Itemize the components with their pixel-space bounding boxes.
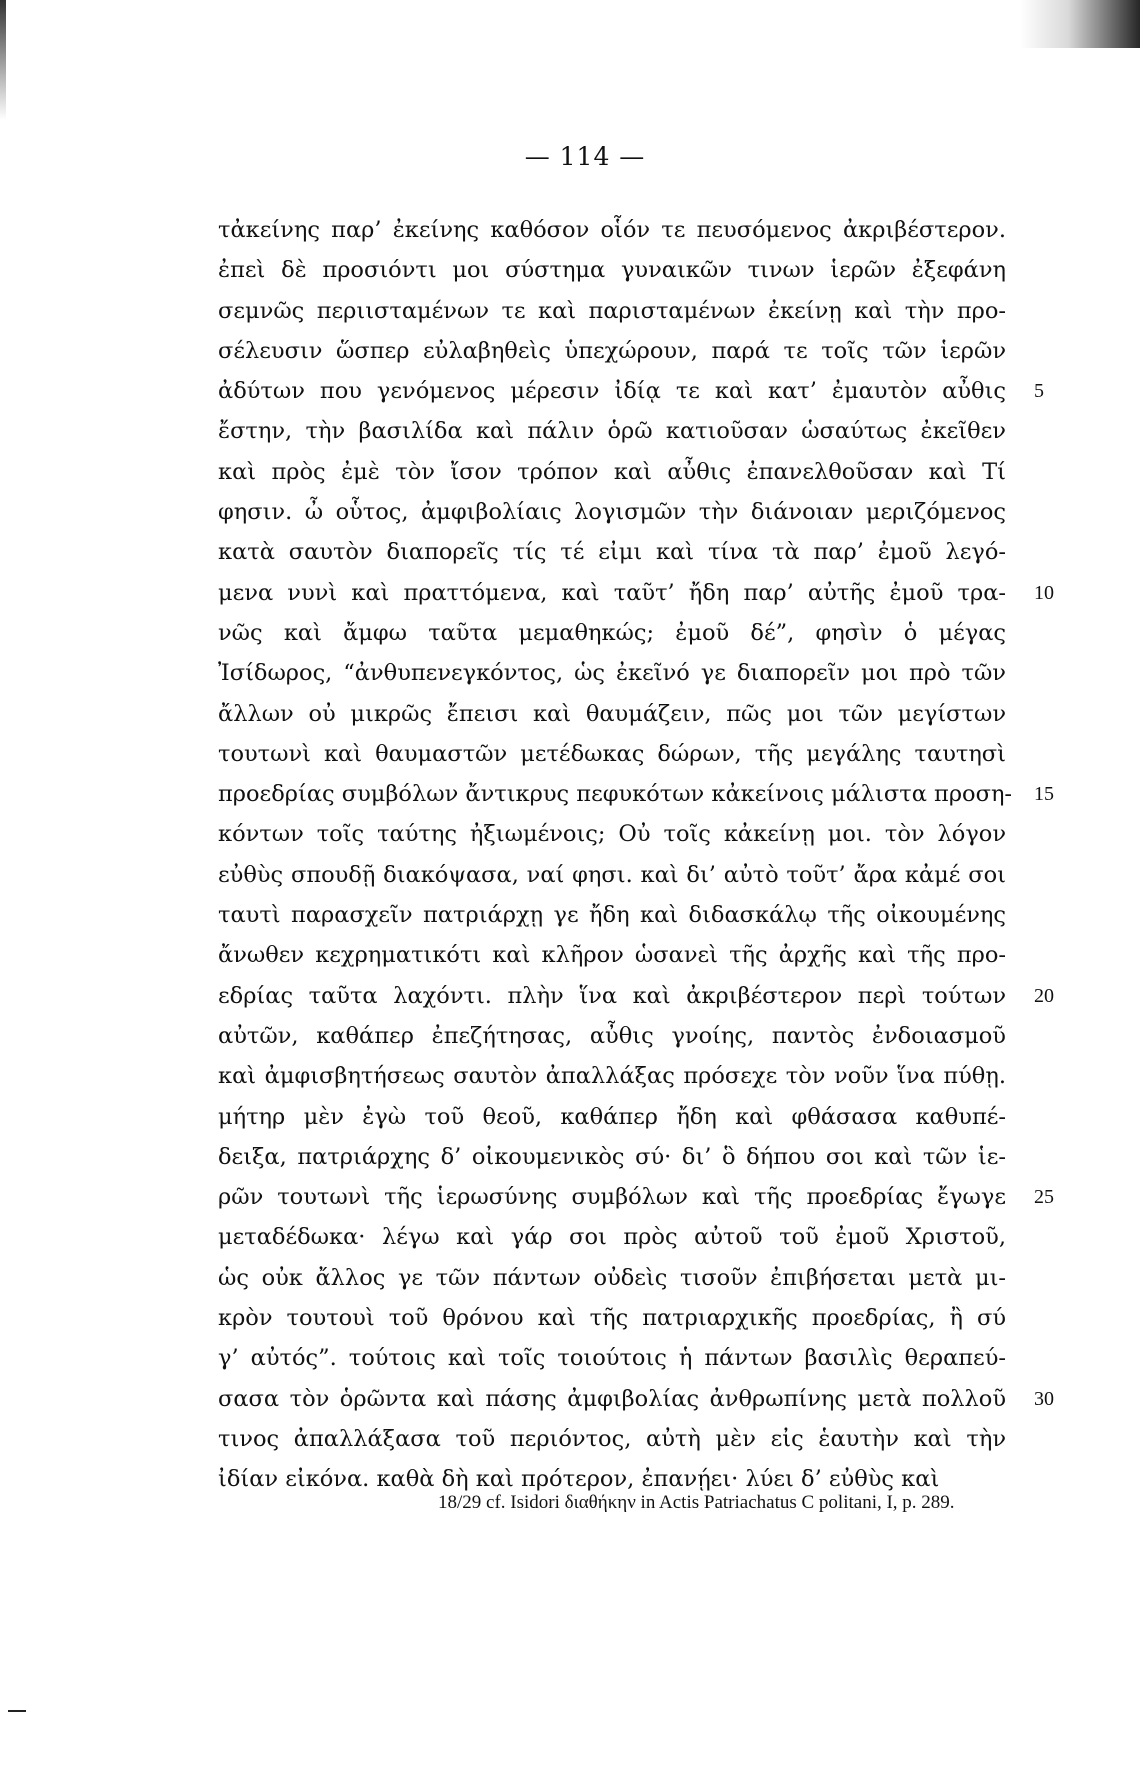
line-number: 30: [1034, 1387, 1054, 1410]
line-number: 10: [1034, 581, 1054, 604]
line-text: ὡς οὐκ ἄλλος γε τῶν πάντων οὐδεὶς τισοῦν ἐπιβήσεται μετὰ μι-: [218, 1264, 1006, 1291]
text-line: [218, 1298, 1006, 1338]
text-line: [218, 492, 1006, 532]
text-line: [218, 653, 1006, 693]
line-text: καὶ πρὸς ἐμὲ τὸν ἴσον τρόπον καὶ αὖθις ἐπανελθοῦσαν καὶ Τί: [218, 458, 1006, 485]
line-text: τἀκείνης παρ’ ἐκείνης καθόσον οἷόν τε πευσόμενος ἀκριβέστερον.: [218, 217, 1006, 243]
line-text: ἄλλων οὐ μικρῶς ἔπεισι καὶ θαυμάζειν, πῶς μοι τῶν μεγίστων: [218, 700, 1006, 727]
text-line: [218, 814, 1006, 854]
page-number: — 114 —: [524, 142, 646, 171]
text-line: [218, 371, 1044, 411]
text-line: [218, 250, 1006, 290]
text-line: [218, 210, 1006, 250]
text-line: [218, 1338, 1006, 1378]
line-text: καὶ ἀμφισβητήσεως σαυτὸν ἀπαλλάξας πρόσεχε τὸν νοῦν ἵνα πύθῃ.: [218, 1063, 1006, 1090]
line-text: σέλευσιν ὥσπερ εὐλαβηθεὶς ὑπεχώρουν, παρά τε τοῖς τῶν ἱερῶν: [218, 337, 1006, 364]
text-line: [218, 573, 1054, 613]
text-line: [218, 774, 1054, 814]
footnote: 18/29 cf. Isidori διαθήκην in Actis Patriachatus C politani, I, p. 289.: [438, 1492, 955, 1513]
scan-mark: [8, 1710, 26, 1712]
line-text: τινος ἀπαλλάξασα τοῦ περιόντος, αὐτὴ μὲν εἰς ἑαυτὴν καὶ τὴν: [218, 1425, 1006, 1452]
scan-edge-left: [0, 0, 6, 120]
text-line: [218, 694, 1006, 734]
text-line: [218, 1056, 1006, 1096]
line-text: Ἰσίδωρος, “ἀνθυπενεγκόντος, ὡς ἐκεῖνό γε διαπορεῖν μοι πρὸ τῶν: [218, 660, 1006, 687]
line-text: κόντων τοῖς ταύτης ἠξιωμένοις; Οὐ τοῖς κἀκείνῃ μοι. τὸν λόγον: [218, 821, 1006, 848]
text-line: [218, 411, 1006, 451]
text-line: [218, 1016, 1006, 1056]
text-line: [218, 976, 1054, 1016]
text-line: [218, 291, 1006, 331]
line-text: ἀδύτων που γενόμενος μέρεσιν ἰδίᾳ τε καὶ κατ’ ἐμαυτὸν αὖθις: [218, 378, 1006, 405]
text-line: [218, 895, 1006, 935]
text-line: [218, 613, 1006, 653]
line-text: αὐτῶν, καθάπερ ἐπεζήτησας, αὖθις γνοίης, παντὸς ἐνδοιασμοῦ: [218, 1022, 1006, 1049]
text-line: [218, 1379, 1054, 1419]
line-text: σεμνῶς περιισταμένων τε καὶ παρισταμένων ἐκείνῃ καὶ τὴν προ-: [218, 297, 1006, 324]
text-line: [218, 452, 1006, 492]
line-text: δειξα, πατριάρχης δ’ οἰκουμενικὸς σύ· δι’ ὃ δήπου σοι καὶ τῶν ἱε-: [218, 1143, 1006, 1170]
text-line: [218, 532, 1006, 572]
line-text: γ’ αὐτός”. τούτοις καὶ τοῖς τοιούτοις ἡ πάντων βασιλὶς θεραπεύ-: [218, 1345, 1006, 1372]
line-text: προεδρίας συμβόλων ἄντικρυς πεφυκότων κἀκείνοις μάλιστα προση-: [218, 781, 1013, 808]
line-number: 25: [1034, 1186, 1054, 1209]
line-text: μενα νυνὶ καὶ πραττόμενα, καὶ ταῦτ’ ἤδη παρ’ αὐτῆς ἐμοῦ τρα-: [218, 579, 1006, 606]
text-line: [218, 1419, 1006, 1459]
line-text: ἰδίαν εἰκόνα. καθὰ δὴ καὶ πρότερον, ἐπανῄει· λύει δ’ εὐθὺς καὶ: [218, 1466, 940, 1493]
text-line: [218, 1097, 1006, 1137]
text-line: [218, 1258, 1006, 1298]
line-text: εὐθὺς σπουδῇ διακόψασα, ναί φησι. καὶ δι’ αὐτὸ τοῦτ’ ἄρα κἀμέ σοι: [218, 861, 1006, 888]
line-text: ἔστην, τὴν βασιλίδα καὶ πάλιν ὁρῶ κατιοῦσαν ὡσαύτως ἐκεῖθεν: [218, 418, 1006, 445]
text-line: [218, 331, 1006, 371]
line-number: 20: [1034, 984, 1054, 1007]
line-text: κατὰ σαυτὸν διαπορεῖς τίς τέ εἰμι καὶ τίνα τὰ παρ’ ἐμοῦ λεγό-: [218, 539, 1006, 566]
line-text: τουτωνὶ καὶ θαυμαστῶν μετέδωκας δώρων, τῆς μεγάλης ταυτησὶ: [218, 740, 1006, 767]
line-text: μήτηρ μὲν ἐγὼ τοῦ θεοῦ, καθάπερ ἤδη καὶ φθάσασα καθυπέ-: [218, 1103, 1006, 1130]
line-text: φησιν. ὦ οὗτος, ἀμφιβολίαις λογισμῶν τὴν διάνοιαν μεριζόμενος: [218, 499, 1006, 526]
line-text: ταυτὶ παρασχεῖν πατριάρχῃ γε ἤδη καὶ διδασκάλῳ τῆς οἰκουμένης: [218, 902, 1006, 929]
text-line: [218, 855, 1006, 895]
line-text: εδρίας ταῦτα λαχόντι. πλὴν ἵνα καὶ ἀκριβέστερον περὶ τούτων: [218, 982, 1006, 1009]
line-text: νῶς καὶ ἄμφω ταῦτα μεμαθηκώς; ἐμοῦ δέ”, φησὶν ὁ μέγας: [218, 619, 1006, 646]
line-text: σασα τὸν ὁρῶντα καὶ πάσης ἀμφιβολίας ἀνθρωπίνης μετὰ πολλοῦ: [218, 1385, 1006, 1412]
line-text: ρῶν τουτωνὶ τῆς ἱερωσύνης συμβόλων καὶ τῆς προεδρίας ἔγωγε: [218, 1184, 1006, 1211]
text-line: [218, 1217, 1006, 1257]
line-text: μεταδέδωκα· λέγω καὶ γάρ σοι πρὸς αὐτοῦ τοῦ ἐμοῦ Χριστοῦ,: [218, 1224, 1006, 1251]
text-line: [218, 935, 1006, 975]
line-text: ἄνωθεν κεχρηματικότι καὶ κλῆρον ὡσανεὶ τῆς ἀρχῆς καὶ τῆς προ-: [218, 942, 1006, 969]
text-line: [218, 734, 1006, 774]
scan-edge-shadow: [1020, 0, 1140, 48]
text-line: [218, 1137, 1006, 1177]
body-text: [218, 210, 1054, 1500]
line-text: ἐπεὶ δὲ προσιόντι μοι σύστημα γυναικῶν τινων ἱερῶν ἐξεφάνη: [218, 257, 1006, 284]
line-number: 5: [1034, 380, 1044, 403]
line-number: 15: [1034, 783, 1054, 806]
line-text: κρὸν τουτουὶ τοῦ θρόνου καὶ τῆς πατριαρχικῆς προεδρίας, ἢ σύ: [218, 1305, 1006, 1332]
text-line: [218, 1177, 1054, 1217]
